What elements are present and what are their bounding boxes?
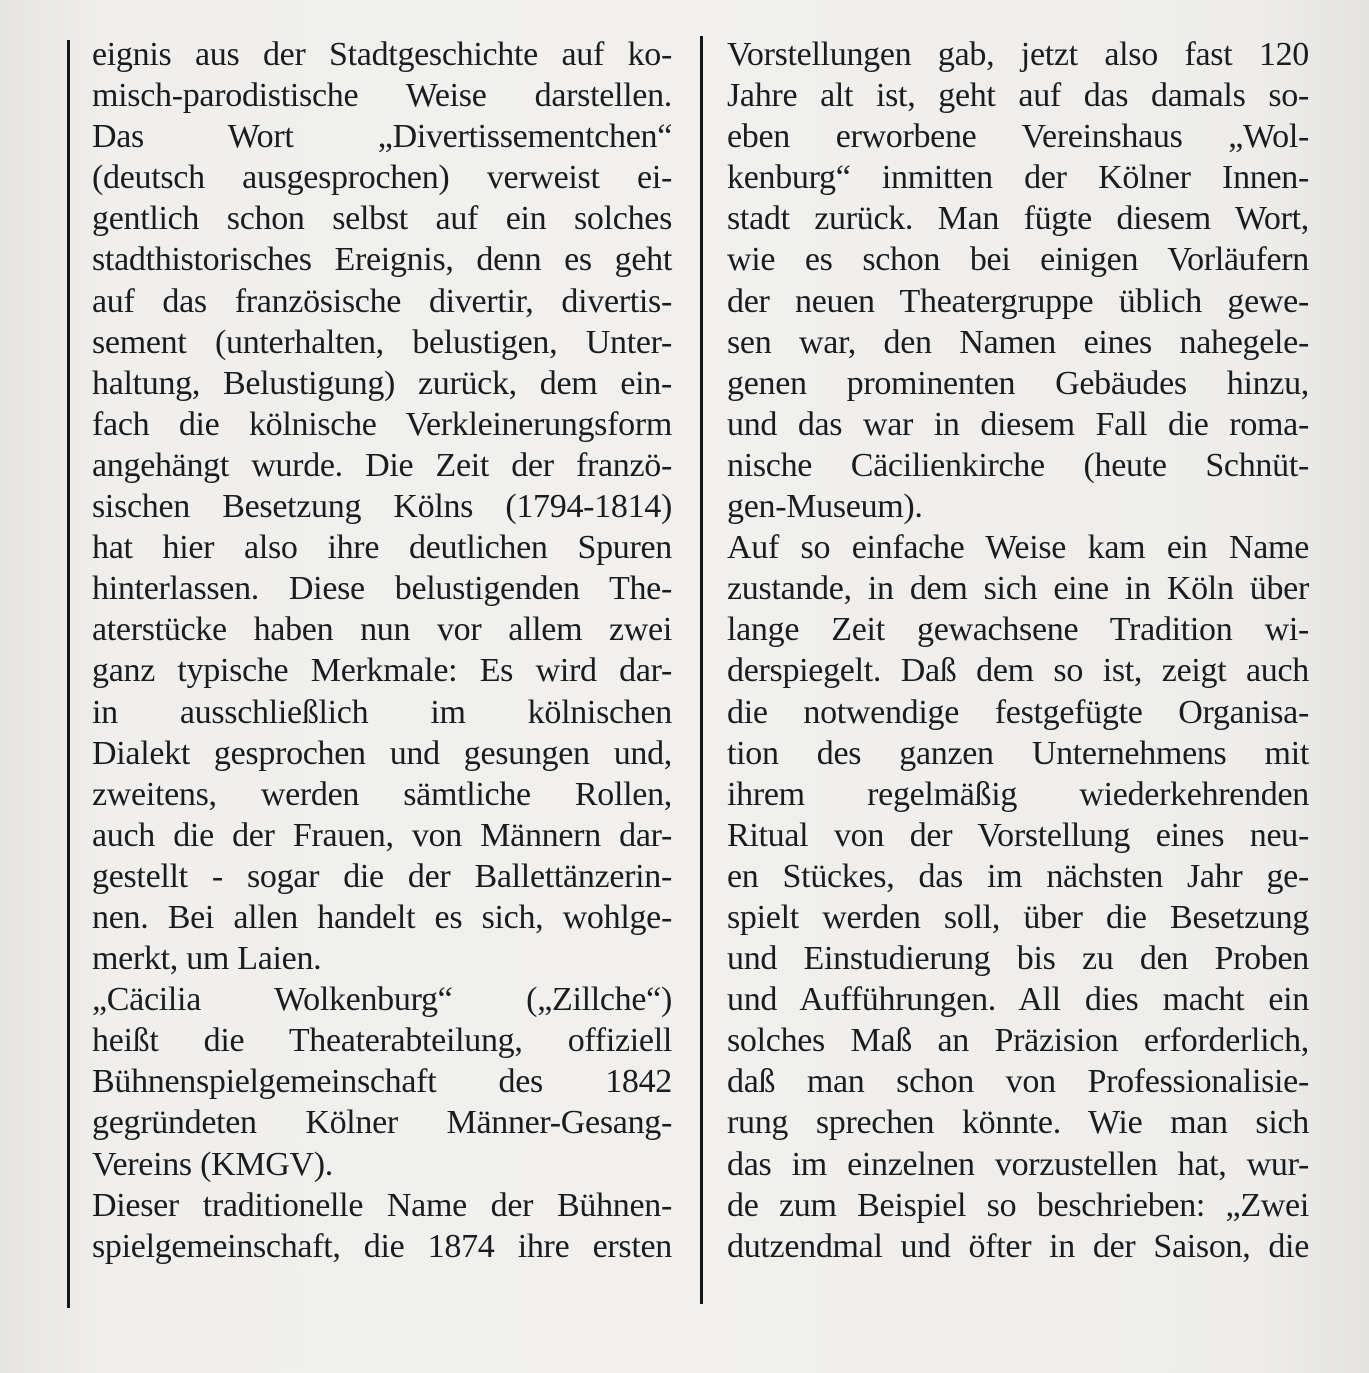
text-line: Jahre alt ist, geht auf das damals so- — [727, 77, 1309, 115]
text-line: Auf so einfache Weise kam ein Name — [727, 529, 1309, 567]
column-divider-rule — [700, 36, 703, 1304]
text-line: gen-Museum). — [727, 488, 923, 526]
text-line: auf das französische divertir, divertis- — [92, 282, 672, 320]
text-line: solches Maß an Präzision erforderlich, — [727, 1022, 1309, 1060]
text-line: in ausschließlich im kölnischen — [92, 693, 672, 731]
text-column-right — [727, 34, 1309, 1267]
text-line: stadthistorisches Ereignis, denn es geht — [92, 241, 672, 279]
text-line: sischen Besetzung Kölns (1794-1814) — [92, 488, 672, 526]
text-line: und das war in diesem Fall die roma- — [727, 405, 1309, 443]
text-line: gentlich schon selbst auf ein solches — [92, 200, 672, 238]
text-line: ihrem regelmäßig wiederkehrenden — [727, 775, 1309, 813]
text-line: kenburg“ inmitten der Kölner Innen- — [727, 159, 1309, 197]
text-line: Das Wort „Divertissementchen“ — [92, 118, 672, 156]
text-line: en Stückes, das im nächsten Jahr ge- — [727, 857, 1309, 895]
text-line: Ritual von der Vorstellung eines neu- — [727, 816, 1309, 854]
left-margin-rule — [67, 40, 70, 1308]
text-line: fach die kölnische Verkleinerungsform — [92, 405, 672, 443]
text-line: auch die der Frauen, von Männern dar- — [92, 816, 672, 854]
text-line: Vereins (KMGV). — [92, 1145, 334, 1183]
text-line: spielgemeinschaft, die 1874 ihre ersten — [92, 1227, 672, 1265]
text-line: derspiegelt. Daß dem so ist, zeigt auch — [727, 652, 1309, 690]
text-line: zustande, in dem sich eine in Köln über — [727, 570, 1309, 608]
text-line: daß man schon von Professionalisie- — [727, 1063, 1309, 1101]
text-line: de zum Beispiel so beschrieben: „Zwei — [727, 1186, 1309, 1224]
text-line: genen prominenten Gebäudes hinzu, — [727, 364, 1309, 402]
text-line: sen war, den Namen eines nahegele- — [727, 323, 1309, 361]
text-line: eben erworbene Vereinshaus „Wol- — [727, 118, 1309, 156]
text-line: Vorstellungen gab, jetzt also fast 120 — [727, 36, 1309, 73]
text-line: heißt die Theaterabteilung, offiziell — [92, 1022, 672, 1060]
text-line: der neuen Theatergruppe üblich gewe- — [727, 282, 1309, 320]
text-line: gegründeten Kölner Männer-Gesang- — [92, 1104, 672, 1142]
text-line: merkt, um Laien. — [92, 940, 322, 978]
text-line: Dialekt gesprochen und gesungen und, — [92, 734, 672, 772]
text-line: nen. Bei allen handelt es sich, wohlge- — [92, 898, 672, 936]
text-line: sement (unterhalten, belustigen, Unter- — [92, 323, 672, 361]
text-line: nische Cäcilienkirche (heute Schnüt- — [727, 446, 1309, 484]
text-line: „Cäcilia Wolkenburg“ („Zillche“) — [92, 981, 672, 1019]
text-line: Dieser traditionelle Name der Bühnen- — [92, 1186, 672, 1224]
text-line: tion des ganzen Unternehmens mit — [727, 734, 1309, 772]
text-line: stadt zurück. Man fügte diesem Wort, — [727, 200, 1309, 238]
text-line: das im einzelnen vorzustellen hat, wur- — [727, 1145, 1309, 1183]
text-line: dutzendmal und öfter in der Saison, die — [727, 1227, 1309, 1265]
text-line: eignis aus der Stadtgeschichte auf ko- — [92, 36, 672, 73]
text-line: (deutsch ausgesprochen) verweist ei- — [92, 159, 672, 197]
text-line: Bühnenspielgemeinschaft des 1842 — [92, 1063, 672, 1101]
text-line: wie es schon bei einigen Vorläufern — [727, 241, 1309, 279]
text-line: und Einstudierung bis zu den Proben — [727, 940, 1309, 978]
text-line: zweitens, werden sämtliche Rollen, — [92, 775, 672, 813]
text-line: ganz typische Merkmale: Es wird dar- — [92, 652, 672, 690]
text-line: misch-parodistische Weise darstellen. — [92, 77, 672, 115]
text-line: gestellt - sogar die der Ballettänzerin- — [92, 857, 672, 895]
text-line: angehängt wurde. Die Zeit der franzö- — [92, 446, 672, 484]
text-line: die notwendige festgefügte Organisa- — [727, 693, 1309, 731]
text-column-left — [92, 34, 672, 1267]
text-line: und Aufführungen. All dies macht ein — [727, 981, 1309, 1019]
text-line: haltung, Belustigung) zurück, dem ein- — [92, 364, 672, 402]
text-line: rung sprechen könnte. Wie man sich — [727, 1104, 1309, 1142]
text-line: lange Zeit gewachsene Tradition wi- — [727, 611, 1309, 649]
text-line: spielt werden soll, über die Besetzung — [727, 898, 1309, 936]
text-line: hinterlassen. Diese belustigenden The- — [92, 570, 672, 608]
text-line: hat hier also ihre deutlichen Spuren — [92, 529, 672, 567]
text-line: aterstücke haben nun vor allem zwei — [92, 611, 672, 649]
